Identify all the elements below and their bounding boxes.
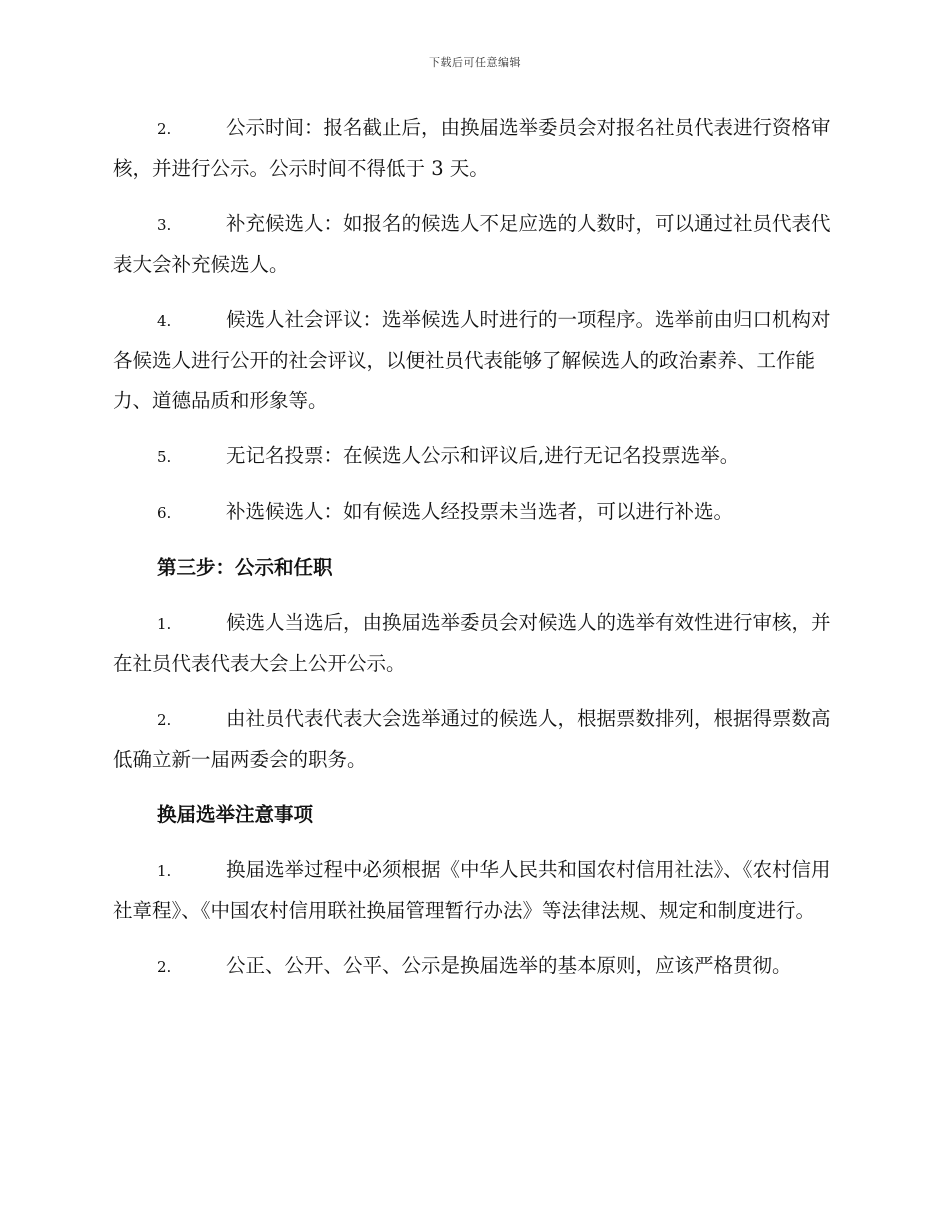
- item-text: 候选人社会评议：选举候选人时进行的一项程序。选举前由归口机构对各候选人进行公开的社会评议，以便社员代表能够了解候选人的政治素养、工作能力、道德品质和形象等。: [113, 308, 831, 412]
- list-item: [113, 603, 835, 684]
- item-number: 2.: [157, 120, 172, 138]
- list-item: [113, 436, 835, 477]
- item-text: 候选人当选后，由换届选举委员会对候选人的选举有效性进行审核，并在社员代表代表大会上公开公示。: [113, 611, 831, 675]
- item-number: 1.: [157, 862, 172, 880]
- item-number: 6.: [157, 504, 172, 522]
- item-text: 换届选举过程中必须根据《中华人民共和国农村信用社法》、《农村信用社章程》、《中国农村信用联社换届管理暂行办法》等法律法规、规定和制度进行。: [113, 858, 831, 922]
- section-heading-notes: 换届选举注意事项: [157, 803, 314, 826]
- list-item: [113, 300, 835, 421]
- list-item: [113, 946, 835, 987]
- item-number: 2.: [157, 711, 172, 729]
- list-item: [113, 204, 835, 285]
- item-text: 补充候选人：如报名的候选人不足应选的人数时，可以通过社员代表代表大会补充候选人。: [113, 212, 831, 276]
- item-number: 5.: [157, 448, 172, 466]
- item-number: 2.: [157, 958, 172, 976]
- item-text: 补选候选人：如有候选人经投票未当选者，可以进行补选。: [226, 500, 734, 523]
- item-text: 无记名投票：在候选人公示和评议后,进行无记名投票选举。: [226, 444, 740, 467]
- section-heading-step-three: 第三步：公示和任职: [157, 556, 333, 579]
- list-item: [113, 850, 835, 931]
- page-header: 下载后可任意编辑: [429, 56, 521, 69]
- list-item: [113, 492, 835, 533]
- item-text: 公示时间：报名截止后，由换届选举委员会对报名社员代表进行资格审核，并进行公示。公示时间不得低于 3 天。: [113, 116, 831, 180]
- document-body: [113, 108, 835, 1002]
- item-text: 公正、公开、公平、公示是换届选举的基本原则，应该严格贯彻。: [226, 954, 792, 977]
- list-item: [113, 699, 835, 780]
- list-item: [113, 108, 835, 189]
- item-text: 由社员代表代表大会选举通过的候选人，根据票数排列，根据得票数高低确立新一届两委会的职务。: [113, 707, 831, 771]
- item-number: 1.: [157, 615, 172, 633]
- item-number: 3.: [157, 216, 172, 234]
- item-number: 4.: [157, 312, 172, 330]
